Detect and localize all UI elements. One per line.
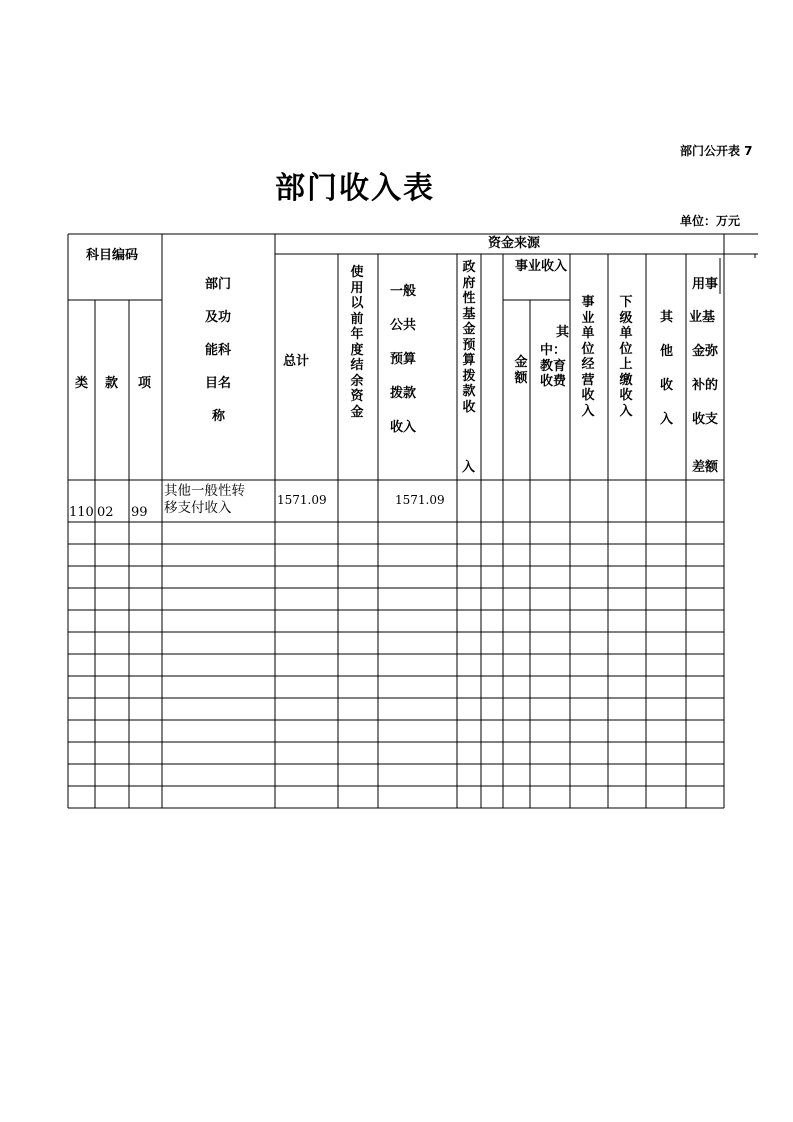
other-income-header-3: 收 [660, 378, 674, 393]
row-kuan: 02 [97, 505, 114, 520]
other-income-header-2: 他 [660, 344, 674, 359]
career-income-header: 事业收入 [515, 259, 568, 274]
subordinate-income-header: 下级单位上缴收入 [619, 295, 633, 419]
dept-name-header-3: 能科 [205, 343, 232, 358]
prev-balance-header: 使用以前年度结余资金 [350, 265, 364, 420]
row-lei: 110 [69, 505, 94, 520]
page-title: 部门收入表 [275, 171, 435, 206]
general-budget-header-1: 一般 [390, 284, 417, 299]
other-income-header-4: 入 [660, 412, 674, 427]
subject-code-header: 科目编码 [86, 248, 139, 263]
xiang-header: 项 [138, 376, 152, 391]
form-number: 部门公开表 7 [680, 144, 753, 158]
other-income-header-1: 其 [660, 310, 674, 325]
dept-name-header-2: 及功 [205, 310, 232, 325]
dept-name-header-1: 部门 [205, 277, 232, 292]
general-budget-header-5: 收入 [390, 420, 417, 435]
row-total: 1571.09 [277, 493, 327, 507]
unit-label: 单位：万元 [680, 214, 741, 228]
makeup-header-1: 用事 [692, 277, 719, 292]
general-budget-header-4: 拨款 [390, 386, 417, 401]
makeup-header-2: 业基 [689, 310, 716, 325]
makeup-header-6: 差额 [692, 460, 719, 475]
makeup-header-3: 金弥 [692, 344, 719, 359]
gov-fund-header: 政府性基金预算拨款收 [462, 260, 476, 415]
business-income-header: 事业单位经营收入 [581, 295, 595, 419]
general-budget-header-3: 预算 [390, 352, 417, 367]
dept-name-header-4: 目名 [205, 376, 232, 391]
edu-fee-header-b: 中：教育收费 [540, 343, 567, 389]
row-general-budget: 1571.09 [395, 493, 445, 507]
makeup-header-5: 收支 [692, 412, 719, 427]
row-name-line2: 移支付收入 [164, 500, 232, 516]
row-xiang: 99 [131, 505, 148, 520]
dept-name-header-5: 称 [212, 409, 226, 424]
gov-fund-header-end: 入 [462, 460, 476, 475]
amount-header: 金额 [514, 355, 528, 386]
fund-source-header: 资金来源 [488, 236, 541, 251]
row-name-line1: 其他一般性转 [164, 483, 245, 499]
edu-fee-header-a: 其 [556, 325, 570, 340]
lei-header: 类 [75, 376, 89, 391]
makeup-header-4: 补的 [692, 378, 719, 393]
total-header: 总计 [283, 354, 310, 369]
general-budget-header-2: 公共 [390, 318, 417, 333]
kuan-header: 款 [105, 376, 119, 391]
